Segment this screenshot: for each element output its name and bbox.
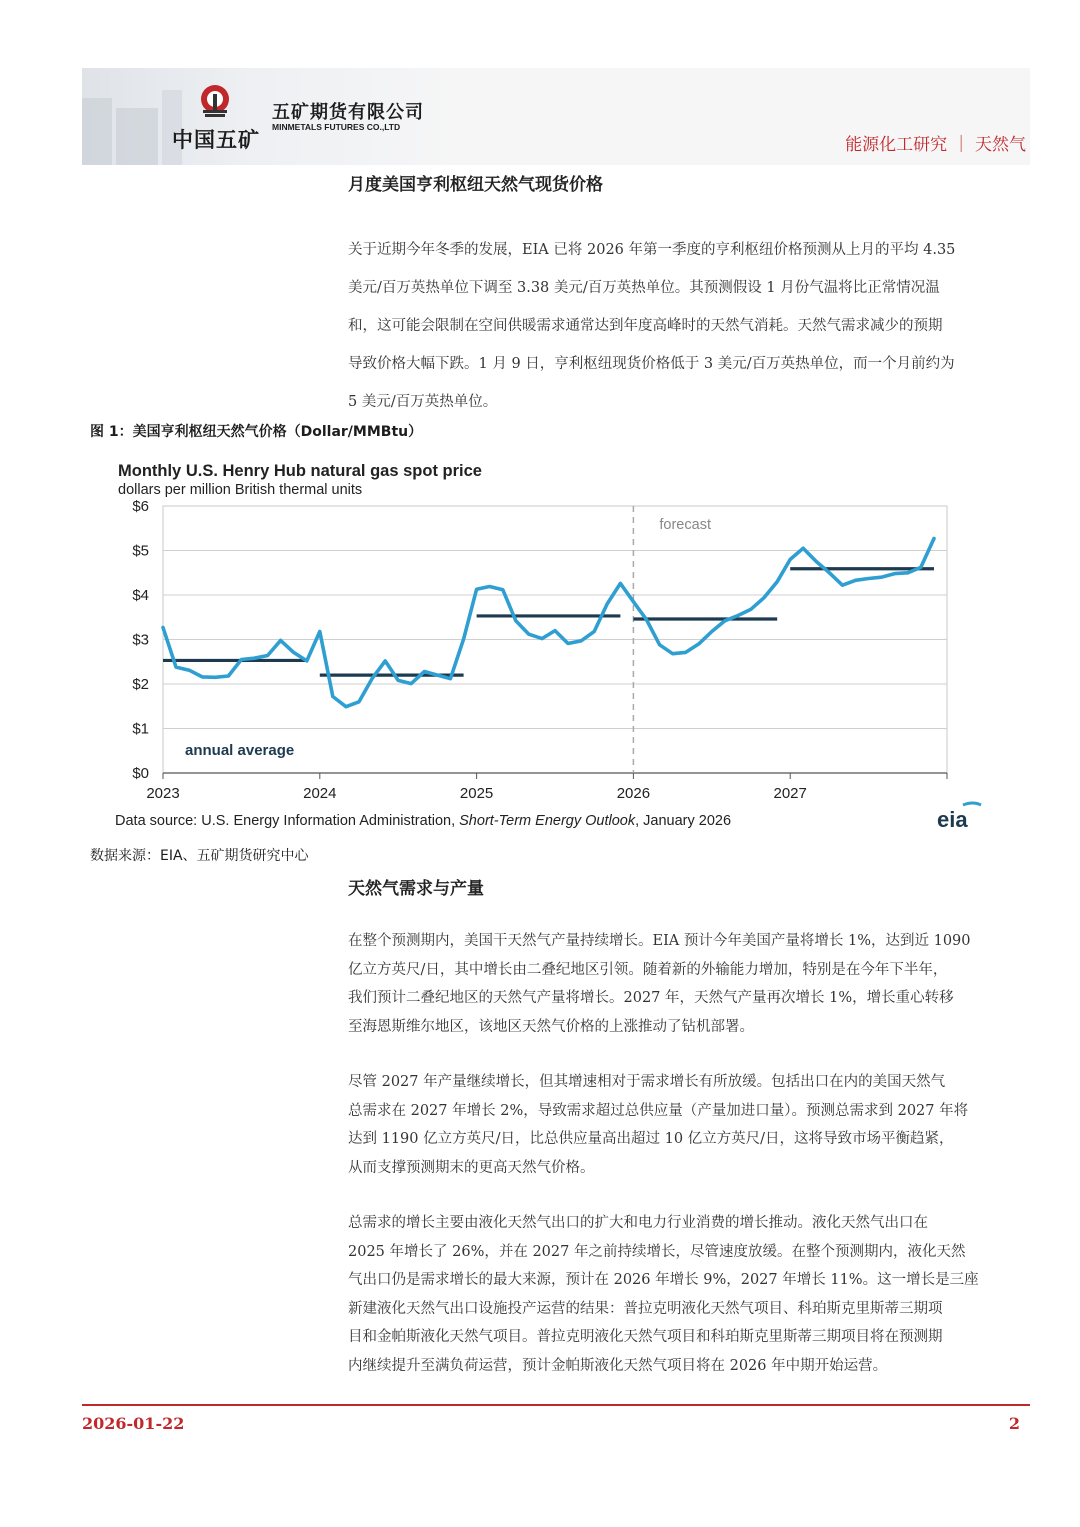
text-line: 总需求在 2027 年增长 2%，导致需求超过总供应量（产量加进口量）。预测总需求到 2027 年将 bbox=[348, 1102, 969, 1119]
figure-caption: 图 1：美国亨利枢纽天然气价格（Dollar/MMBtu） bbox=[90, 424, 423, 440]
x-axis-ticks bbox=[146, 773, 947, 802]
y-tick-label: $0 bbox=[132, 765, 149, 782]
footer-divider bbox=[82, 1404, 1030, 1406]
eia-logo-swoosh bbox=[963, 803, 981, 805]
chart-source-italic: Short-Term Energy Outlook bbox=[459, 813, 636, 829]
chart-subtitle: dollars per million British thermal units bbox=[118, 482, 363, 498]
text-line: 内继续提升至满负荷运营，预计金帕斯液化天然气项目将在 2026 年中期开始运营。 bbox=[348, 1357, 888, 1374]
text-line: 我们预计二叠纪地区的天然气产量将增长。2027 年，天然气产量再次增长 1%，增长重心转移 bbox=[348, 990, 954, 1006]
section-title: 天然气需求与产量 bbox=[348, 879, 484, 899]
y-tick-label: $2 bbox=[132, 676, 149, 693]
text-line: 美元/百万英热单位下调至 3.38 美元/百万英热单位。其预测假设 1 月份气温将比正常情况温 bbox=[348, 280, 940, 296]
page-header bbox=[82, 68, 1030, 165]
minmetals-logo-icon bbox=[196, 82, 234, 120]
paragraph bbox=[348, 1209, 1020, 1380]
x-tick-label: 2024 bbox=[303, 785, 337, 802]
monthly-price-line bbox=[163, 539, 934, 707]
data-source-note: 数据来源：EIA、五矿期货研究中心 bbox=[90, 848, 309, 864]
text-line: 达到 1190 亿立方英尺/日，比总供应量高出超过 10 亿立方英尺/日，这将导致市场平衡趋紧， bbox=[348, 1131, 954, 1147]
paragraph bbox=[348, 927, 1020, 1041]
text-line: 新建液化天然气出口设施投产运营的结果：普拉克明液化天然气项目、科珀斯克里斯蒂三期项 bbox=[348, 1300, 943, 1317]
page-number: 2 bbox=[1008, 1414, 1020, 1433]
y-axis-ticks bbox=[132, 498, 149, 782]
building-graphic bbox=[116, 108, 158, 165]
paragraph bbox=[348, 231, 1020, 421]
x-tick-label: 2026 bbox=[616, 785, 651, 802]
paragraph bbox=[348, 1068, 1020, 1182]
chart-source-prefix: Data source: U.S. Energy Information Administration, bbox=[115, 813, 460, 829]
text-line: 亿立方英尺/日，其中增长由二叠纪地区引领。随着新的外输能力增加，特别是在今年下半年， bbox=[348, 961, 948, 978]
annual-average-label: annual average bbox=[185, 742, 295, 759]
building-graphic bbox=[82, 98, 112, 165]
y-tick-label: $3 bbox=[132, 631, 149, 649]
chart-source-suffix: , January 2026 bbox=[635, 813, 732, 829]
company-name-cn: 五矿期货有限公司 bbox=[272, 102, 424, 123]
y-tick-label: $6 bbox=[132, 498, 149, 515]
chart-title: Monthly U.S. Henry Hub natural gas spot price bbox=[118, 462, 482, 480]
price-series bbox=[163, 539, 934, 707]
text-line: 和，这可能会限制在空间供暖需求通常达到年度高峰时的天然气消耗。天然气需求减少的预期 bbox=[348, 318, 943, 334]
footer-date: 2026-01-22 bbox=[82, 1414, 185, 1433]
eia-logo-icon: eia bbox=[937, 807, 968, 832]
text-line: 至海恩斯维尔地区，该地区天然气价格的上涨推动了钻机部署。 bbox=[348, 1018, 754, 1035]
x-tick-label: 2025 bbox=[459, 785, 494, 802]
section-title: 月度美国亨利枢纽天然气现货价格 bbox=[348, 175, 603, 195]
x-tick-label: 2023 bbox=[146, 785, 180, 802]
y-tick-label: $4 bbox=[132, 587, 149, 604]
text-line: 关于近期今年冬季的发展，EIA 已将 2026 年第一季度的亨利枢纽价格预测从上月的平均 4.35 bbox=[348, 242, 956, 258]
annual-average-lines bbox=[163, 569, 934, 675]
chart-source bbox=[115, 813, 731, 829]
text-line: 导致价格大幅下跌。1 月 9 日，亨利枢纽现货价格低于 3 美元/百万英热单位，而一个月前约为 bbox=[348, 356, 955, 372]
company-name-en: MINMETALS FUTURES CO.,LTD bbox=[272, 122, 401, 132]
text-line: 在整个预测期内，美国干天然气产量持续增长。EIA 预计今年美国产量将增长 1%，达到近 1090 bbox=[348, 933, 971, 949]
text-line: 从而支撑预测期末的更高天然气价格。 bbox=[348, 1159, 595, 1176]
y-tick-label: $1 bbox=[132, 720, 149, 738]
text-line: 总需求的增长主要由液化天然气出口的扩大和电力行业消费的增长推动。液化天然气出口在 bbox=[348, 1215, 928, 1231]
text-line: 5 美元/百万英热单位。 bbox=[348, 394, 498, 410]
x-tick-label: 2027 bbox=[773, 785, 807, 802]
price-chart bbox=[105, 455, 985, 833]
text-line: 2025 年增长了 26%，并在 2027 年之前持续增长，尽管速度放缓。在整个预测期内，液化天然 bbox=[348, 1243, 966, 1260]
brand-name: 中国五矿 bbox=[172, 128, 260, 152]
text-line: 气出口仍是需求增长的最大来源，预计在 2026 年增长 9%，2027 年增长 11%。这一增长是三座 bbox=[348, 1272, 979, 1288]
forecast-label: forecast bbox=[659, 517, 711, 533]
text-line: 尽管 2027 年产量继续增长，但其增速相对于需求增长有所放缓。包括出口在内的美国天然气 bbox=[348, 1074, 946, 1090]
section-tag: 能源化工研究 ｜ 天然气 bbox=[845, 135, 1026, 155]
y-tick-label: $5 bbox=[132, 542, 149, 560]
text-line: 目和金帕斯液化天然气项目。普拉克明液化天然气项目和科珀斯克里斯蒂三期项目将在预测期 bbox=[348, 1329, 943, 1345]
